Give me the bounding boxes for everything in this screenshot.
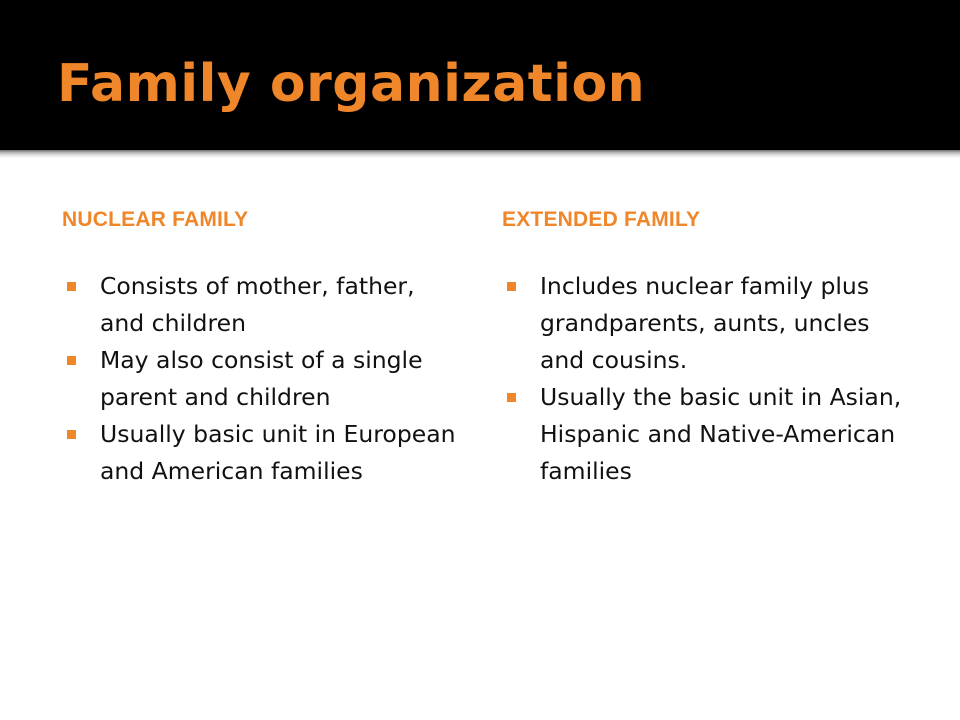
- bullet-item: [502, 379, 902, 490]
- bullet-text: Usually the basic unit in Asian, Hispanic and Native-American families: [540, 383, 902, 485]
- square-bullet-icon: [67, 282, 76, 291]
- square-bullet-icon: [67, 430, 76, 439]
- bullet-text: May also consist of a single parent and children: [100, 346, 423, 411]
- square-bullet-icon: [507, 282, 516, 291]
- extended-family-column: [502, 200, 902, 490]
- square-bullet-icon: [507, 393, 516, 402]
- nuclear-family-bullet-list: [62, 268, 462, 490]
- bullet-item: [502, 268, 902, 379]
- bullet-item: [62, 268, 462, 342]
- nuclear-family-column: [62, 200, 462, 490]
- bullet-text: Consists of mother, father, and children: [100, 272, 415, 337]
- column-header-extended-family: EXTENDED FAMILY: [502, 208, 701, 231]
- bullet-text: Includes nuclear family plus grandparents, aunts, uncles and cousins.: [540, 272, 870, 374]
- bullet-text: Usually basic unit in European and American families: [100, 420, 456, 485]
- column-header-nuclear-family: NUCLEAR FAMILY: [62, 208, 249, 231]
- bullet-item: [62, 416, 462, 490]
- title-divider: [0, 150, 960, 158]
- title-bar: [0, 0, 960, 150]
- square-bullet-icon: [67, 356, 76, 365]
- extended-family-bullet-list: [502, 268, 902, 490]
- bullet-item: [62, 342, 462, 416]
- slide-title: Family organization: [57, 54, 646, 114]
